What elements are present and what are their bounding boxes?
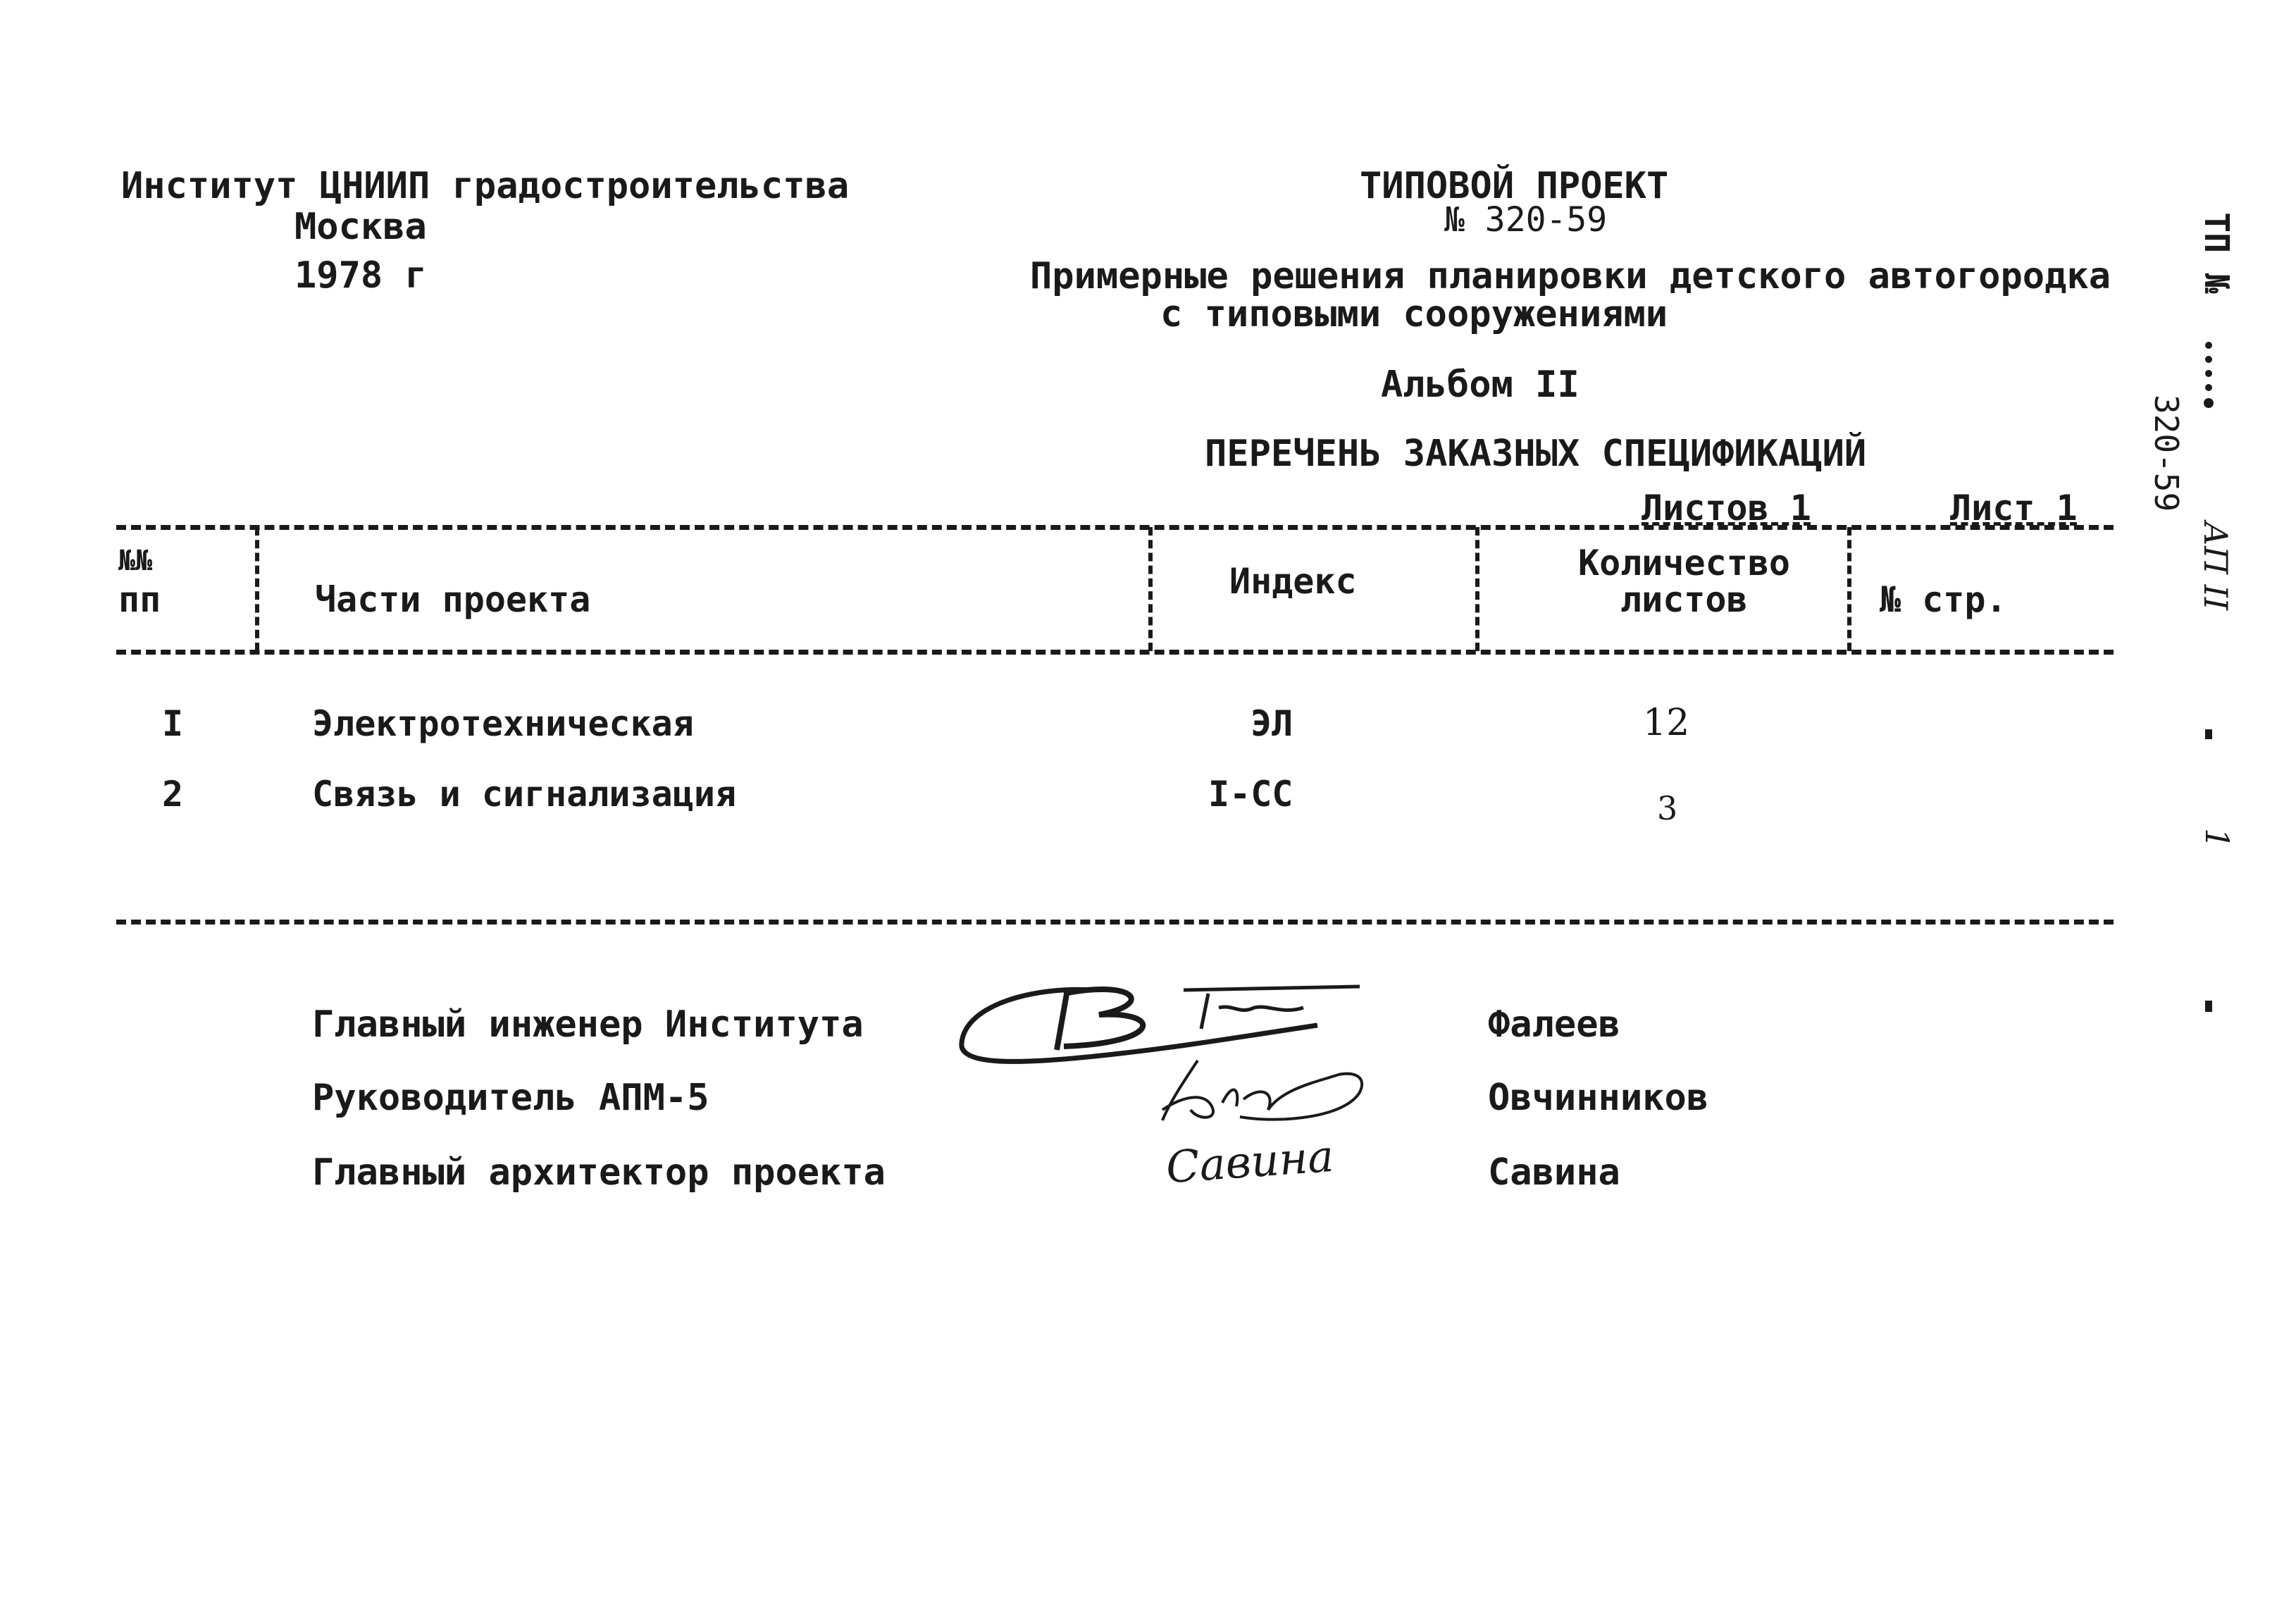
row-qty: 12 <box>1643 702 1690 744</box>
col-page-header: № стр. <box>1880 579 2007 620</box>
signature-role-chief-architect: Главный архитектор проекта <box>312 1151 886 1194</box>
signature-name-ovchinnikov: Овчинников <box>1488 1077 1709 1119</box>
row-index: I-СС <box>1208 774 1293 815</box>
col-qty-header-top: Количество <box>1578 543 1791 583</box>
signature-role-head-apm: Руководитель АПМ-5 <box>312 1077 709 1119</box>
col-qty-header-bottom: листов <box>1620 579 1748 620</box>
col-divider-4 <box>1847 527 1851 651</box>
col-divider-1 <box>255 527 259 651</box>
signature-mark-ovchinnikov <box>1155 1053 1388 1131</box>
margin-album: АП II <box>2197 521 2235 610</box>
table-header-bottom-rule <box>116 650 2114 655</box>
col-divider-2 <box>1148 527 1153 651</box>
margin-page: 1 <box>2198 828 2236 849</box>
project-number: № 320-59 <box>1444 200 1608 240</box>
list-title: ПЕРЕЧЕНЬ ЗАКАЗНЫХ СПЕЦИФИКАЦИЙ <box>1205 433 1867 475</box>
col-index-header: Индекс <box>1229 561 1357 602</box>
signature-name-faleev: Фалеев <box>1488 1003 1620 1046</box>
row-part: Связь и сигнализация <box>312 774 737 815</box>
city: Москва <box>294 206 427 248</box>
row-num: I <box>162 703 184 744</box>
sheet-number: Лист 1 <box>1950 488 2078 528</box>
signature-mark-savina: Савина <box>1164 1130 1336 1194</box>
col-num-header-top: №№ <box>118 545 153 577</box>
institute-name: Институт ЦНИИП градостроительства <box>121 165 850 207</box>
album-title: Альбом II <box>1381 364 1580 406</box>
margin-number: 320-59 <box>2147 395 2185 512</box>
row-qty: 3 <box>1657 789 1678 827</box>
table-top-rule <box>116 525 2114 530</box>
col-divider-3 <box>1475 527 1479 651</box>
signature-name-savina: Савина <box>1488 1151 1620 1194</box>
year: 1978 г <box>294 254 427 297</box>
project-title-line1: Примерные решения планировки детского автогородка <box>1030 255 2111 297</box>
col-num-header-bottom: пп <box>118 579 161 620</box>
margin-code: ТП № <box>2196 212 2236 294</box>
col-part-header: Части проекта <box>315 579 591 620</box>
table-bottom-rule <box>116 920 2114 925</box>
signature-role-chief-engineer: Главный инженер Института <box>312 1003 864 1046</box>
row-num: 2 <box>162 774 184 815</box>
margin-dots <box>2198 338 2219 1029</box>
project-title-line2: с типовыми сооружениями <box>1160 293 1668 335</box>
project-type: ТИПОВОЙ ПРОЕКТ <box>1360 165 1669 207</box>
row-index: ЭЛ <box>1251 703 1293 744</box>
row-part: Электротехническая <box>312 703 694 744</box>
sheets-total: Листов 1 <box>1642 488 1811 528</box>
